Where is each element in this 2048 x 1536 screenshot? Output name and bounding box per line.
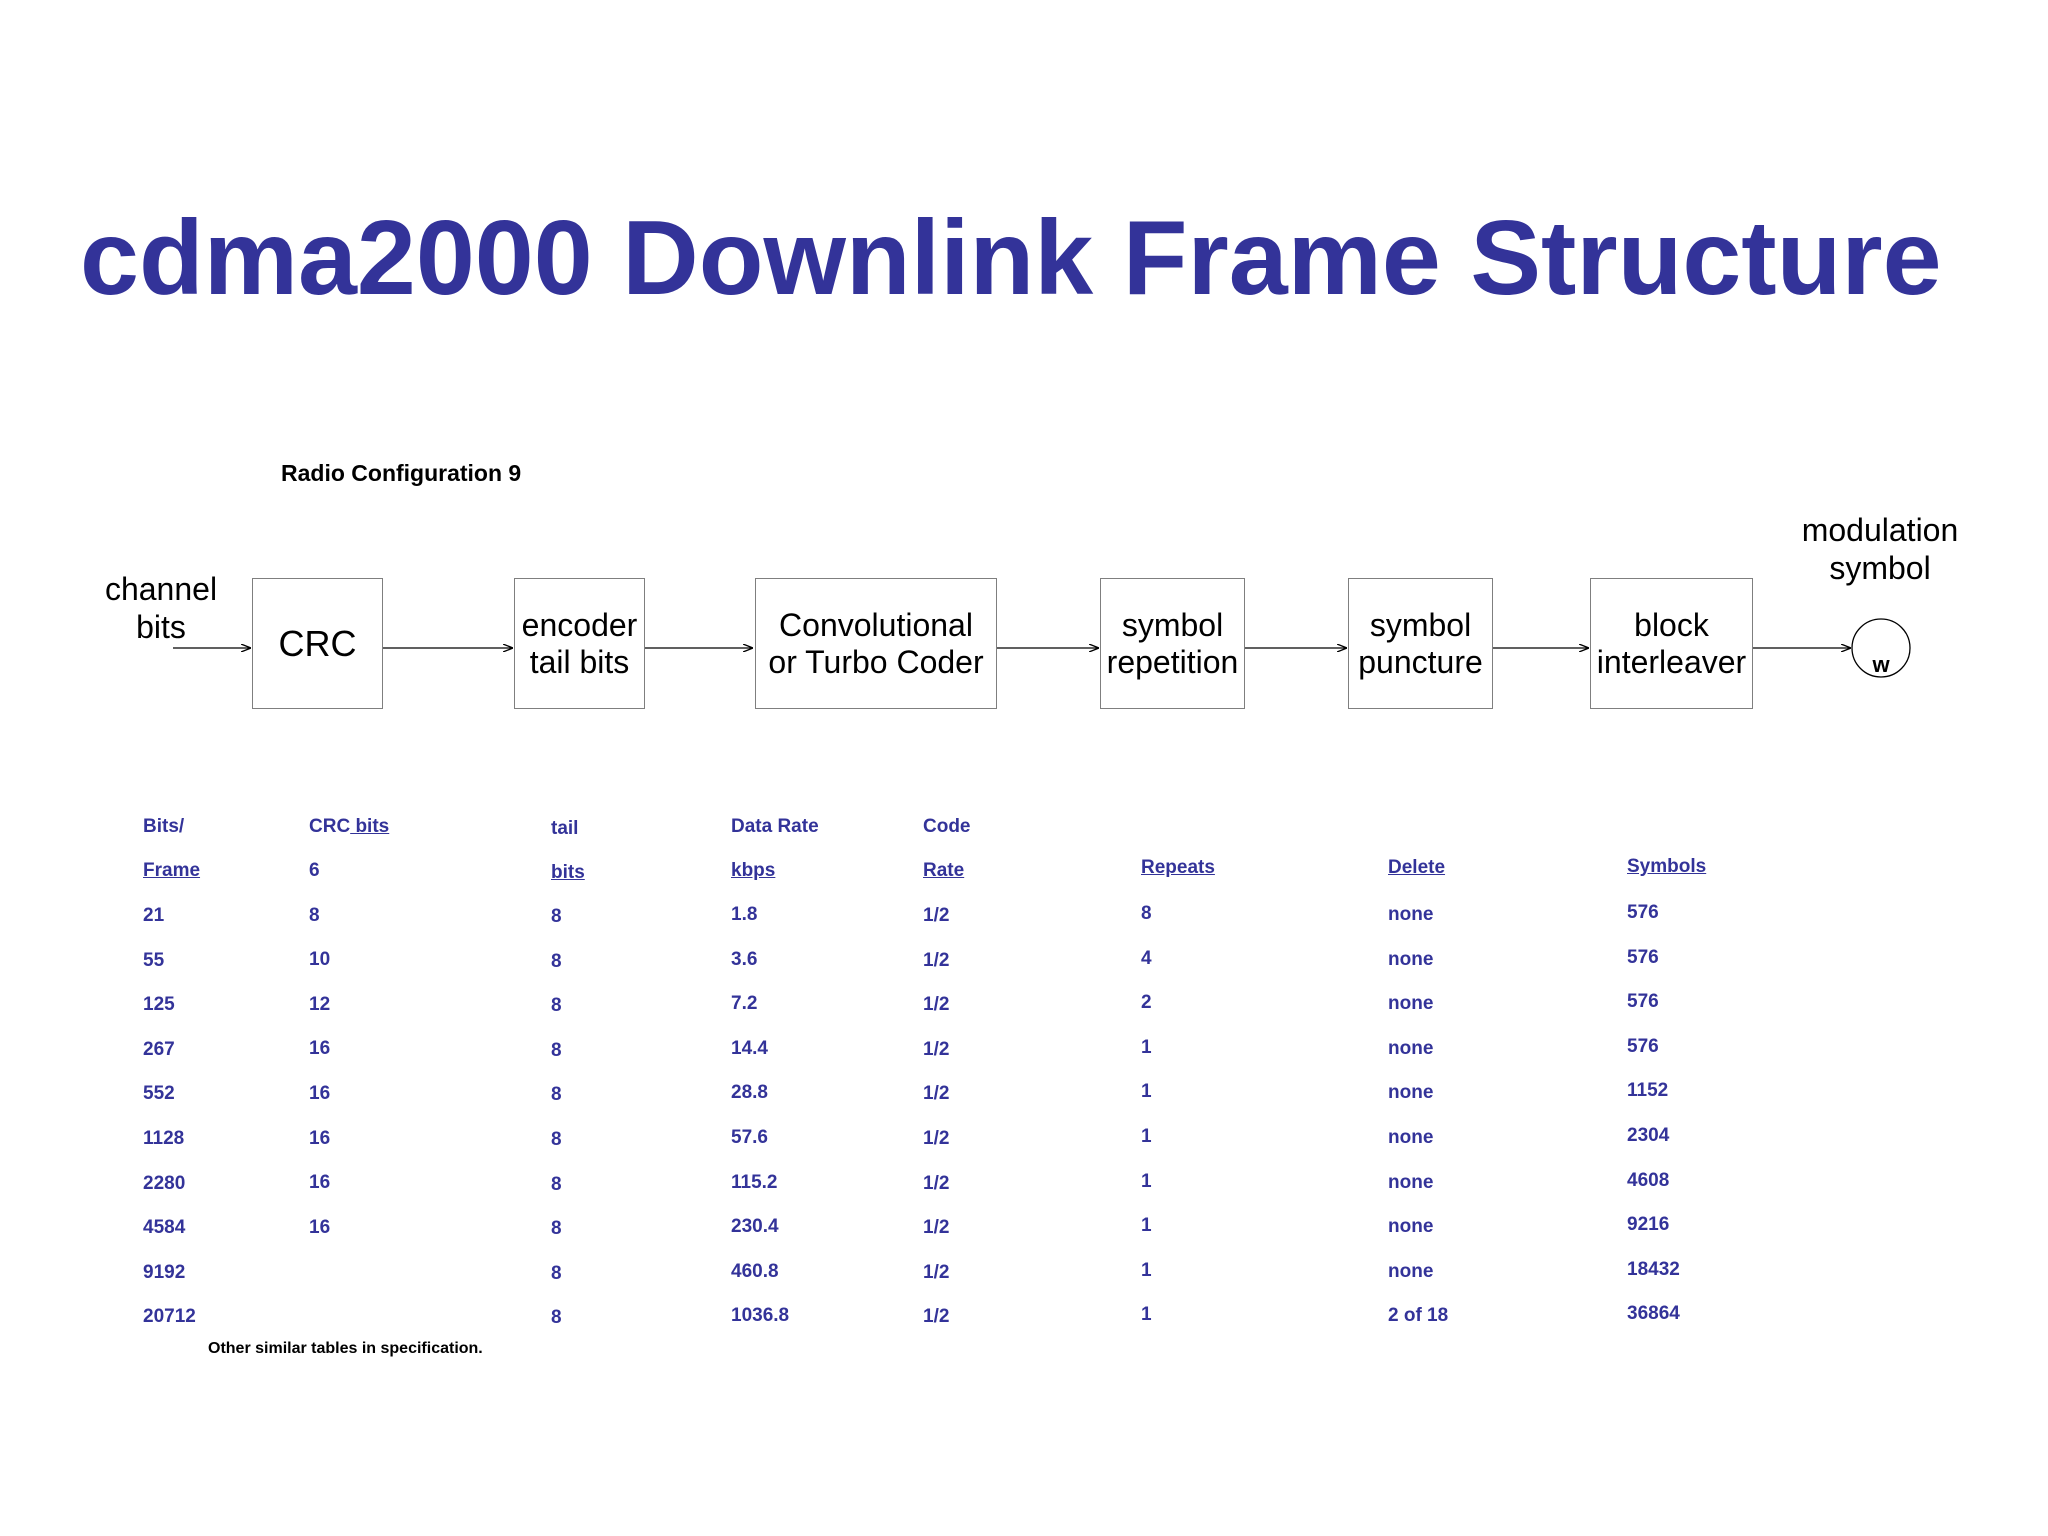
cell-crc-bits: 16	[309, 1083, 331, 1104]
input-label-text: channel bits	[104, 571, 218, 645]
cell-bits-per-frame: 2280	[143, 1173, 186, 1194]
block-symbol-repetition	[1100, 578, 1245, 709]
cell-symbols: 576	[1627, 1036, 1659, 1057]
header-data-rate-line1: Data Rate	[731, 816, 819, 837]
cell-tail-bits: 8	[551, 906, 562, 927]
cell-crc-bits: 16	[309, 1038, 331, 1059]
output-label-text: modulation symbol	[1801, 512, 1959, 586]
cell-repeats: 2	[1141, 992, 1152, 1013]
cell-symbols: 576	[1627, 991, 1659, 1012]
cell-delete: none	[1388, 949, 1434, 970]
cell-repeats: 1	[1141, 1081, 1152, 1102]
cell-symbols: 576	[1627, 902, 1659, 923]
cell-bits-per-frame: 267	[143, 1039, 175, 1060]
cell-code-rate: 1/2	[923, 905, 950, 926]
cell-data-rate: 3.6	[731, 949, 758, 970]
cell-tail-bits: 8	[551, 995, 562, 1016]
output-label	[1790, 511, 1970, 587]
block-crc	[252, 578, 383, 709]
cell-data-rate: 28.8	[731, 1082, 768, 1103]
cell-repeats: 1	[1141, 1215, 1152, 1236]
cell-crc-bits: 16	[309, 1172, 331, 1193]
cell-code-rate: 1/2	[923, 1217, 950, 1238]
cell-code-rate: 1/2	[923, 1128, 950, 1149]
footnote: Other similar tables in specification.	[208, 1340, 483, 1357]
cell-bits-per-frame: 125	[143, 994, 175, 1015]
cell-crc-bits: 10	[309, 949, 331, 970]
cell-code-rate: 1/2	[923, 1306, 950, 1327]
cell-tail-bits: 8	[551, 1263, 562, 1284]
cell-repeats: 1	[1141, 1171, 1152, 1192]
cell-repeats: 8	[1141, 903, 1152, 924]
cell-code-rate: 1/2	[923, 994, 950, 1015]
block-encoder-tail-bits-label: encoder tail bits	[521, 606, 638, 680]
cell-delete: none	[1388, 1172, 1434, 1193]
cell-code-rate: 1/2	[923, 1083, 950, 1104]
cell-data-rate: 1036.8	[731, 1305, 790, 1326]
header-delete-line2: Delete	[1388, 857, 1446, 878]
cell-bits-per-frame: 552	[143, 1083, 175, 1104]
block-crc-label: CRC	[278, 623, 357, 664]
header-symbols-line2: Symbols	[1627, 856, 1707, 877]
cell-bits-per-frame: 21	[143, 905, 165, 926]
cell-code-rate: 1/2	[923, 950, 950, 971]
header-data-rate-line2: kbps	[731, 860, 776, 881]
cell-symbols: 36864	[1627, 1303, 1680, 1324]
cell-repeats: 1	[1141, 1260, 1152, 1281]
cell-data-rate: 230.4	[731, 1216, 779, 1237]
cell-data-rate: 115.2	[731, 1172, 778, 1193]
cell-tail-bits: 8	[551, 1040, 562, 1061]
cell-delete: none	[1388, 1127, 1434, 1148]
block-encoder-tail-bits	[514, 578, 645, 709]
cell-crc-bits: 6	[309, 860, 320, 881]
cell-repeats: 1	[1141, 1037, 1152, 1058]
header-tail-bits-line2: bits	[551, 862, 585, 883]
block-coder-label: Convolutional or Turbo Coder	[768, 606, 984, 680]
header-code-rate-line2: Rate	[923, 860, 965, 881]
cell-data-rate: 460.8	[731, 1261, 779, 1282]
cell-delete: none	[1388, 1038, 1434, 1059]
cell-bits-per-frame: 9192	[143, 1262, 186, 1283]
cell-bits-per-frame: 4584	[143, 1217, 186, 1238]
header-bits-per-frame-line2: Frame	[143, 860, 201, 881]
cell-bits-per-frame: 55	[143, 950, 165, 971]
node-label: w	[1872, 652, 1890, 677]
header-crc-bits-line1: CRC bits	[309, 816, 390, 837]
block-symbol-puncture-label: symbol puncture	[1358, 606, 1483, 680]
cell-crc-bits: 16	[309, 1217, 331, 1238]
cell-delete: none	[1388, 1216, 1434, 1237]
cell-tail-bits: 8	[551, 1129, 562, 1150]
cell-tail-bits: 8	[551, 1307, 562, 1328]
header-bits-per-frame-line1: Bits/	[143, 816, 185, 837]
cell-code-rate: 1/2	[923, 1262, 950, 1283]
cell-symbols: 2304	[1627, 1125, 1670, 1146]
cell-tail-bits: 8	[551, 951, 562, 972]
cell-tail-bits: 8	[551, 1174, 562, 1195]
input-label	[96, 570, 226, 646]
cell-symbols: 18432	[1627, 1259, 1680, 1280]
block-symbol-repetition-label: symbol repetition	[1106, 606, 1239, 680]
block-symbol-puncture	[1348, 578, 1493, 709]
cell-symbols: 4608	[1627, 1170, 1670, 1191]
cell-repeats: 1	[1141, 1126, 1152, 1147]
cell-symbols: 1152	[1627, 1080, 1669, 1101]
config-label: Radio Configuration 9	[281, 460, 522, 486]
cell-symbols: 9216	[1627, 1214, 1670, 1235]
cell-crc-bits: 8	[309, 905, 320, 926]
cell-delete: none	[1388, 1082, 1434, 1103]
cell-data-rate: 14.4	[731, 1038, 768, 1059]
header-code-rate-line1: Code	[923, 816, 971, 837]
cell-code-rate: 1/2	[923, 1173, 950, 1194]
cell-delete: none	[1388, 1261, 1434, 1282]
cell-crc-bits: 12	[309, 994, 331, 1015]
cell-tail-bits: 8	[551, 1084, 562, 1105]
cell-data-rate: 1.8	[731, 904, 758, 925]
cell-crc-bits: 16	[309, 1128, 331, 1149]
block-interleaver-label: block interleaver	[1596, 606, 1747, 680]
header-tail-bits-line1: tail	[551, 818, 579, 839]
cell-data-rate: 57.6	[731, 1127, 768, 1148]
cell-delete: 2 of 18	[1388, 1305, 1449, 1326]
cell-bits-per-frame: 20712	[143, 1306, 196, 1327]
header-repeats-line2: Repeats	[1141, 857, 1215, 878]
cell-code-rate: 1/2	[923, 1039, 950, 1060]
cell-tail-bits: 8	[551, 1218, 562, 1239]
cell-symbols: 576	[1627, 947, 1659, 968]
cell-repeats: 4	[1141, 948, 1152, 969]
cell-delete: none	[1388, 993, 1434, 1014]
cell-bits-per-frame: 1128	[143, 1128, 185, 1149]
cell-repeats: 1	[1141, 1304, 1152, 1325]
block-interleaver	[1590, 578, 1753, 709]
cell-data-rate: 7.2	[731, 993, 758, 1014]
block-coder	[755, 578, 997, 709]
cell-delete: none	[1388, 904, 1434, 925]
slide-title: cdma2000 Downlink Frame Structure	[80, 199, 1942, 317]
